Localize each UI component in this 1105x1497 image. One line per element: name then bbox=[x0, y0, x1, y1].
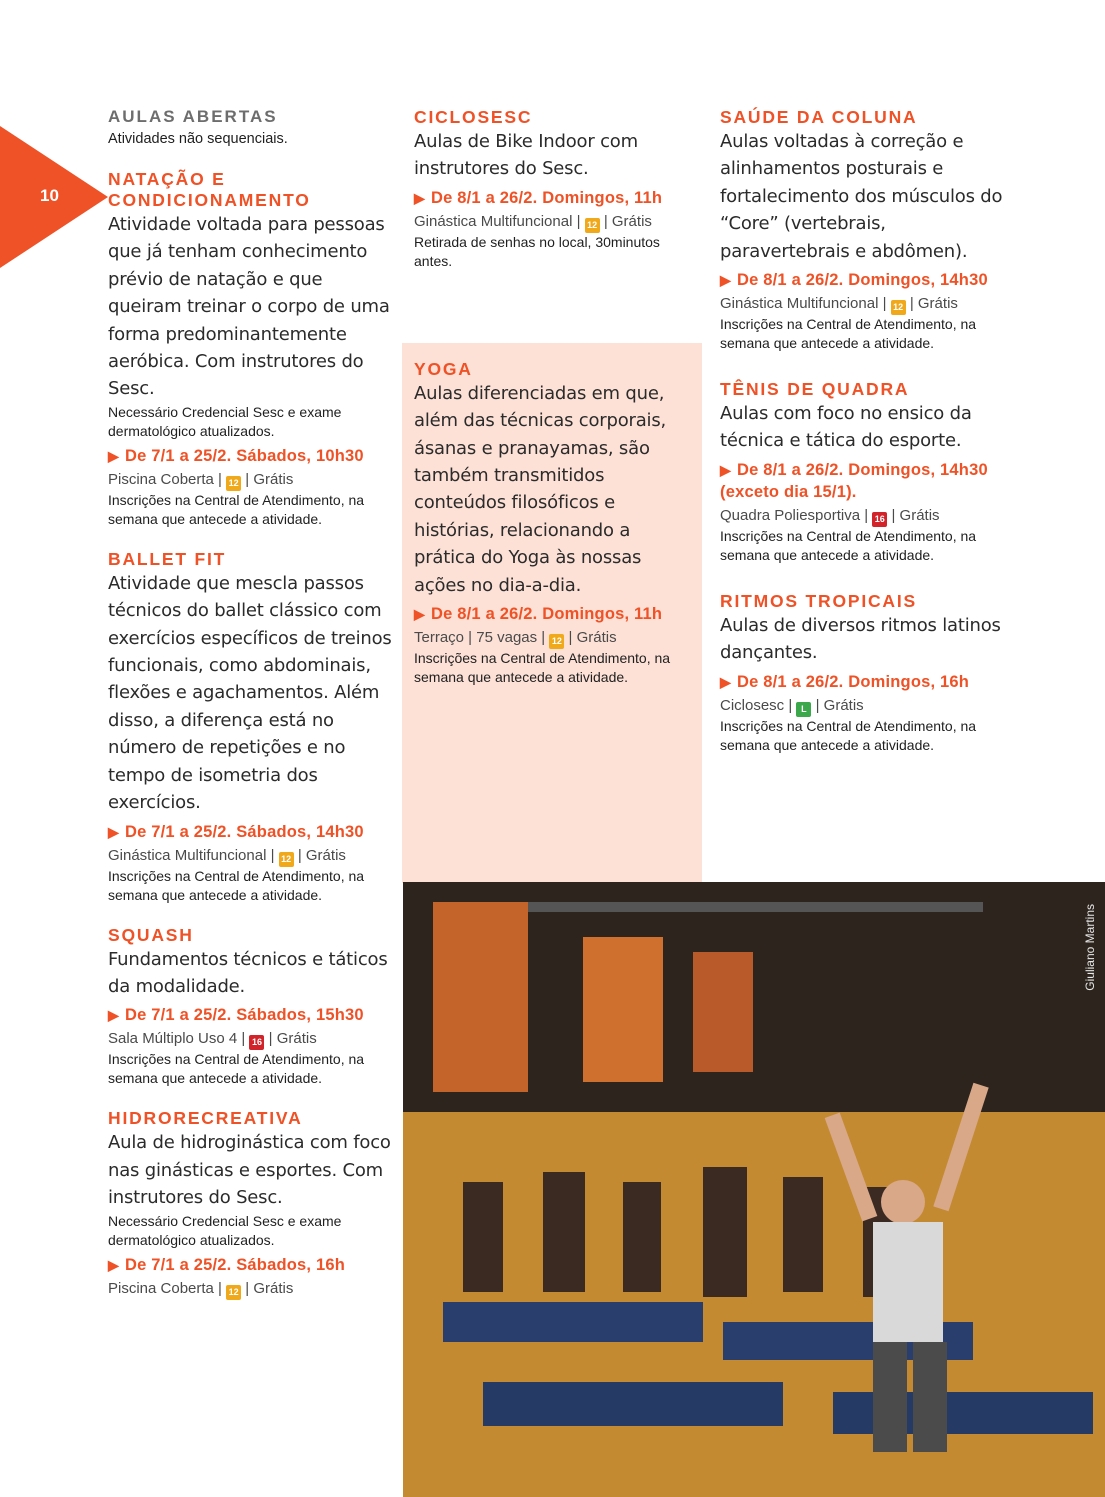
registration-note: Inscrições na Central de Atendimento, na semana que antecede a atividade. bbox=[108, 1051, 365, 1087]
age-rating-badge: 12 bbox=[279, 852, 294, 867]
section-saude-da-coluna bbox=[720, 107, 1010, 353]
location-line bbox=[414, 628, 694, 649]
location-text: Terraço | 75 vagas | bbox=[414, 629, 546, 647]
schedule-date bbox=[720, 671, 1010, 693]
requirement-note: Necessário Credencial Sesc e exame dermatológico atualizados. bbox=[108, 403, 342, 439]
section-title: SAÚDE DA COLUNA bbox=[720, 107, 918, 127]
age-rating-badge: 12 bbox=[226, 476, 241, 491]
banner-center bbox=[583, 937, 663, 1082]
truss-beam bbox=[523, 902, 983, 912]
section-description: Atividade voltada para pessoas que já tenham conhecimento prévio de natação e que queiram treinar o corpo de uma forma predominantemente aeróbica. Com instrutores do Sesc. bbox=[108, 214, 390, 400]
location-line bbox=[108, 1029, 393, 1050]
location-text: Quadra Poliesportiva | bbox=[720, 506, 869, 524]
play-arrow-icon: ▶ bbox=[720, 272, 731, 289]
section-ballet-fit bbox=[108, 549, 393, 905]
schedule-date bbox=[108, 445, 393, 467]
price-text: | Grátis bbox=[245, 470, 294, 488]
location-line bbox=[108, 470, 393, 491]
section-title: CICLOSESC bbox=[414, 107, 533, 127]
schedule-date bbox=[720, 459, 1010, 503]
schedule-date-text: De 7/1 a 25/2. Sábados, 14h30 bbox=[124, 822, 364, 841]
schedule-date-text: De 7/1 a 25/2. Sábados, 15h30 bbox=[124, 1006, 364, 1025]
price-text: | Grátis bbox=[245, 1279, 294, 1297]
play-arrow-icon: ▶ bbox=[720, 673, 731, 690]
price-text: | Grátis bbox=[815, 696, 864, 714]
schedule-date bbox=[108, 1254, 393, 1276]
schedule-date-text: De 8/1 a 26/2. Domingos, 11h bbox=[430, 188, 663, 207]
schedule-date bbox=[414, 603, 694, 625]
schedule-date-text: De 7/1 a 25/2. Sábados, 16h bbox=[124, 1255, 345, 1274]
column-3 bbox=[720, 107, 1010, 755]
page-number: 10 bbox=[40, 186, 59, 205]
age-rating-badge: 12 bbox=[585, 218, 600, 233]
yoga-mat bbox=[833, 1392, 1093, 1434]
schedule-date bbox=[108, 1004, 393, 1026]
age-rating-badge: 16 bbox=[872, 512, 887, 527]
play-arrow-icon: ▶ bbox=[414, 606, 425, 623]
location-line bbox=[108, 1279, 393, 1300]
location-line bbox=[414, 212, 694, 233]
location-text: Ginástica Multifuncional | bbox=[414, 212, 581, 230]
price-text: | Grátis bbox=[909, 295, 958, 313]
play-arrow-icon: ▶ bbox=[108, 447, 119, 464]
price-text: | Grátis bbox=[891, 506, 940, 524]
section-description: Atividade que mescla passos técnicos do ballet clássico com exercícios específicos de treinos funcionais, como abdominais, flexões e agachamentos. Além disso, a diferença está no número de repetições e no tempo de isometria dos exercícios. bbox=[108, 572, 392, 814]
column-2 bbox=[414, 107, 694, 687]
play-arrow-icon: ▶ bbox=[720, 461, 731, 478]
price-text: | Grátis bbox=[603, 212, 652, 230]
section-title: SQUASH bbox=[108, 924, 194, 945]
section-tenis-de-quadra bbox=[720, 379, 1010, 565]
registration-note: Inscrições na Central de Atendimento, na semana que antecede a atividade. bbox=[720, 316, 977, 352]
intro-title: AULAS ABERTAS bbox=[108, 107, 278, 126]
column-1 bbox=[108, 107, 393, 1300]
schedule-date bbox=[720, 269, 1010, 291]
section-yoga bbox=[414, 359, 694, 687]
section-description: Aulas de diversos ritmos latinos dançantes. bbox=[720, 614, 1001, 664]
intro-subtitle: Atividades não sequenciais. bbox=[108, 131, 288, 147]
section-title-line-1: NATAÇÃO E bbox=[108, 169, 226, 189]
schedule-date bbox=[108, 821, 393, 843]
section-title-line-2: CONDICIONAMENTO bbox=[108, 190, 311, 210]
price-text: | Grátis bbox=[268, 1030, 317, 1048]
section-title: RITMOS TROPICAIS bbox=[720, 590, 917, 611]
location-text: Ciclosesc | bbox=[720, 696, 793, 714]
schedule-date-text: De 8/1 a 26/2. Domingos, 14h30 (exceto dia 15/1). bbox=[720, 460, 988, 501]
age-rating-badge: 12 bbox=[549, 634, 564, 649]
section-description: Aulas com foco no ensico da técnica e tática do esporte. bbox=[720, 403, 972, 452]
registration-note: Retirada de senhas no local, 30minutos antes. bbox=[414, 233, 660, 269]
photo-illustration bbox=[403, 882, 1105, 1497]
location-line bbox=[720, 696, 1010, 717]
location-text: Sala Múltiplo Uso 4 | bbox=[108, 1030, 246, 1048]
section-description: Aulas voltadas à correção e alinhamentos posturais e fortalecimento dos músculos do “Core” (vertebrais, paravertebrais e abdômen). bbox=[720, 131, 1003, 262]
section-title: YOGA bbox=[414, 358, 473, 379]
age-rating-badge: 16 bbox=[249, 1035, 264, 1050]
section-description: Aulas diferenciadas em que, além das técnicas corporais, ásanas e pranayamas, são também transmitidos conteúdos filosóficos e histórias, relacionando a prática do Yoga às nossas ações no dia-a-dia. bbox=[414, 382, 667, 596]
section-natacao bbox=[108, 169, 393, 529]
schedule-date-text: De 8/1 a 26/2. Domingos, 16h bbox=[736, 672, 970, 691]
section-ciclosesc bbox=[414, 107, 694, 271]
intro-block bbox=[108, 107, 393, 149]
registration-note: Inscrições na Central de Atendimento, na semana que antecede a atividade. bbox=[720, 527, 977, 563]
section-description: Fundamentos técnicos e táticos da modalidade. bbox=[108, 948, 388, 997]
section-description: Aulas de Bike Indoor com instrutores do Sesc. bbox=[414, 131, 638, 180]
location-text: Ginástica Multifuncional | bbox=[720, 295, 887, 313]
age-rating-badge: 12 bbox=[226, 1285, 241, 1300]
location-line bbox=[720, 294, 1010, 315]
section-title: TÊNIS DE QUADRA bbox=[720, 379, 910, 400]
section-description: Aula de hidroginástica com foco nas ginásticas e esportes. Com instrutores do Sesc. bbox=[108, 1132, 391, 1209]
location-line bbox=[720, 506, 1010, 527]
schedule-date-text: De 7/1 a 25/2. Sábados, 10h30 bbox=[124, 446, 364, 465]
age-rating-badge: L bbox=[796, 702, 811, 717]
location-line bbox=[108, 846, 393, 867]
registration-note: Inscrições na Central de Atendimento, na semana que antecede a atividade. bbox=[108, 491, 365, 527]
section-title bbox=[108, 169, 393, 211]
age-rating-badge: 12 bbox=[891, 300, 906, 315]
play-arrow-icon: ▶ bbox=[108, 823, 119, 840]
location-text: Piscina Coberta | bbox=[108, 1279, 222, 1297]
play-arrow-icon: ▶ bbox=[108, 1007, 119, 1024]
yoga-mat bbox=[483, 1382, 783, 1426]
registration-note: Inscrições na Central de Atendimento, na semana que antecede a atividade. bbox=[720, 717, 977, 753]
yoga-class-photo bbox=[403, 882, 1105, 1497]
yoga-mat bbox=[443, 1302, 703, 1342]
play-arrow-icon: ▶ bbox=[108, 1256, 119, 1273]
banner-left bbox=[433, 902, 528, 1092]
registration-note: Inscrições na Central de Atendimento, na semana que antecede a atividade. bbox=[108, 867, 365, 903]
section-title: BALLET FIT bbox=[108, 548, 227, 569]
price-text: | Grátis bbox=[568, 629, 617, 647]
schedule-date-text: De 8/1 a 26/2. Domingos, 11h bbox=[430, 605, 663, 624]
banner-right bbox=[693, 952, 753, 1072]
location-text: Piscina Coberta | bbox=[108, 470, 222, 488]
location-text: Ginástica Multifuncional | bbox=[108, 846, 275, 864]
section-squash bbox=[108, 925, 393, 1089]
section-ritmos-tropicais bbox=[720, 591, 1010, 755]
play-arrow-icon: ▶ bbox=[414, 189, 425, 206]
price-text: | Grátis bbox=[297, 846, 346, 864]
photo-credit: Giuliano Martins bbox=[1083, 904, 1097, 991]
schedule-date bbox=[414, 187, 694, 209]
section-title: HIDRORECREATIVA bbox=[108, 1108, 303, 1129]
registration-note: Inscrições na Central de Atendimento, na semana que antecede a atividade. bbox=[414, 650, 671, 686]
requirement-note: Necessário Credencial Sesc e exame dermatológico atualizados. bbox=[108, 1212, 342, 1248]
schedule-date-text: De 8/1 a 26/2. Domingos, 14h30 bbox=[736, 271, 988, 290]
section-hidrorecreativa bbox=[108, 1108, 393, 1299]
